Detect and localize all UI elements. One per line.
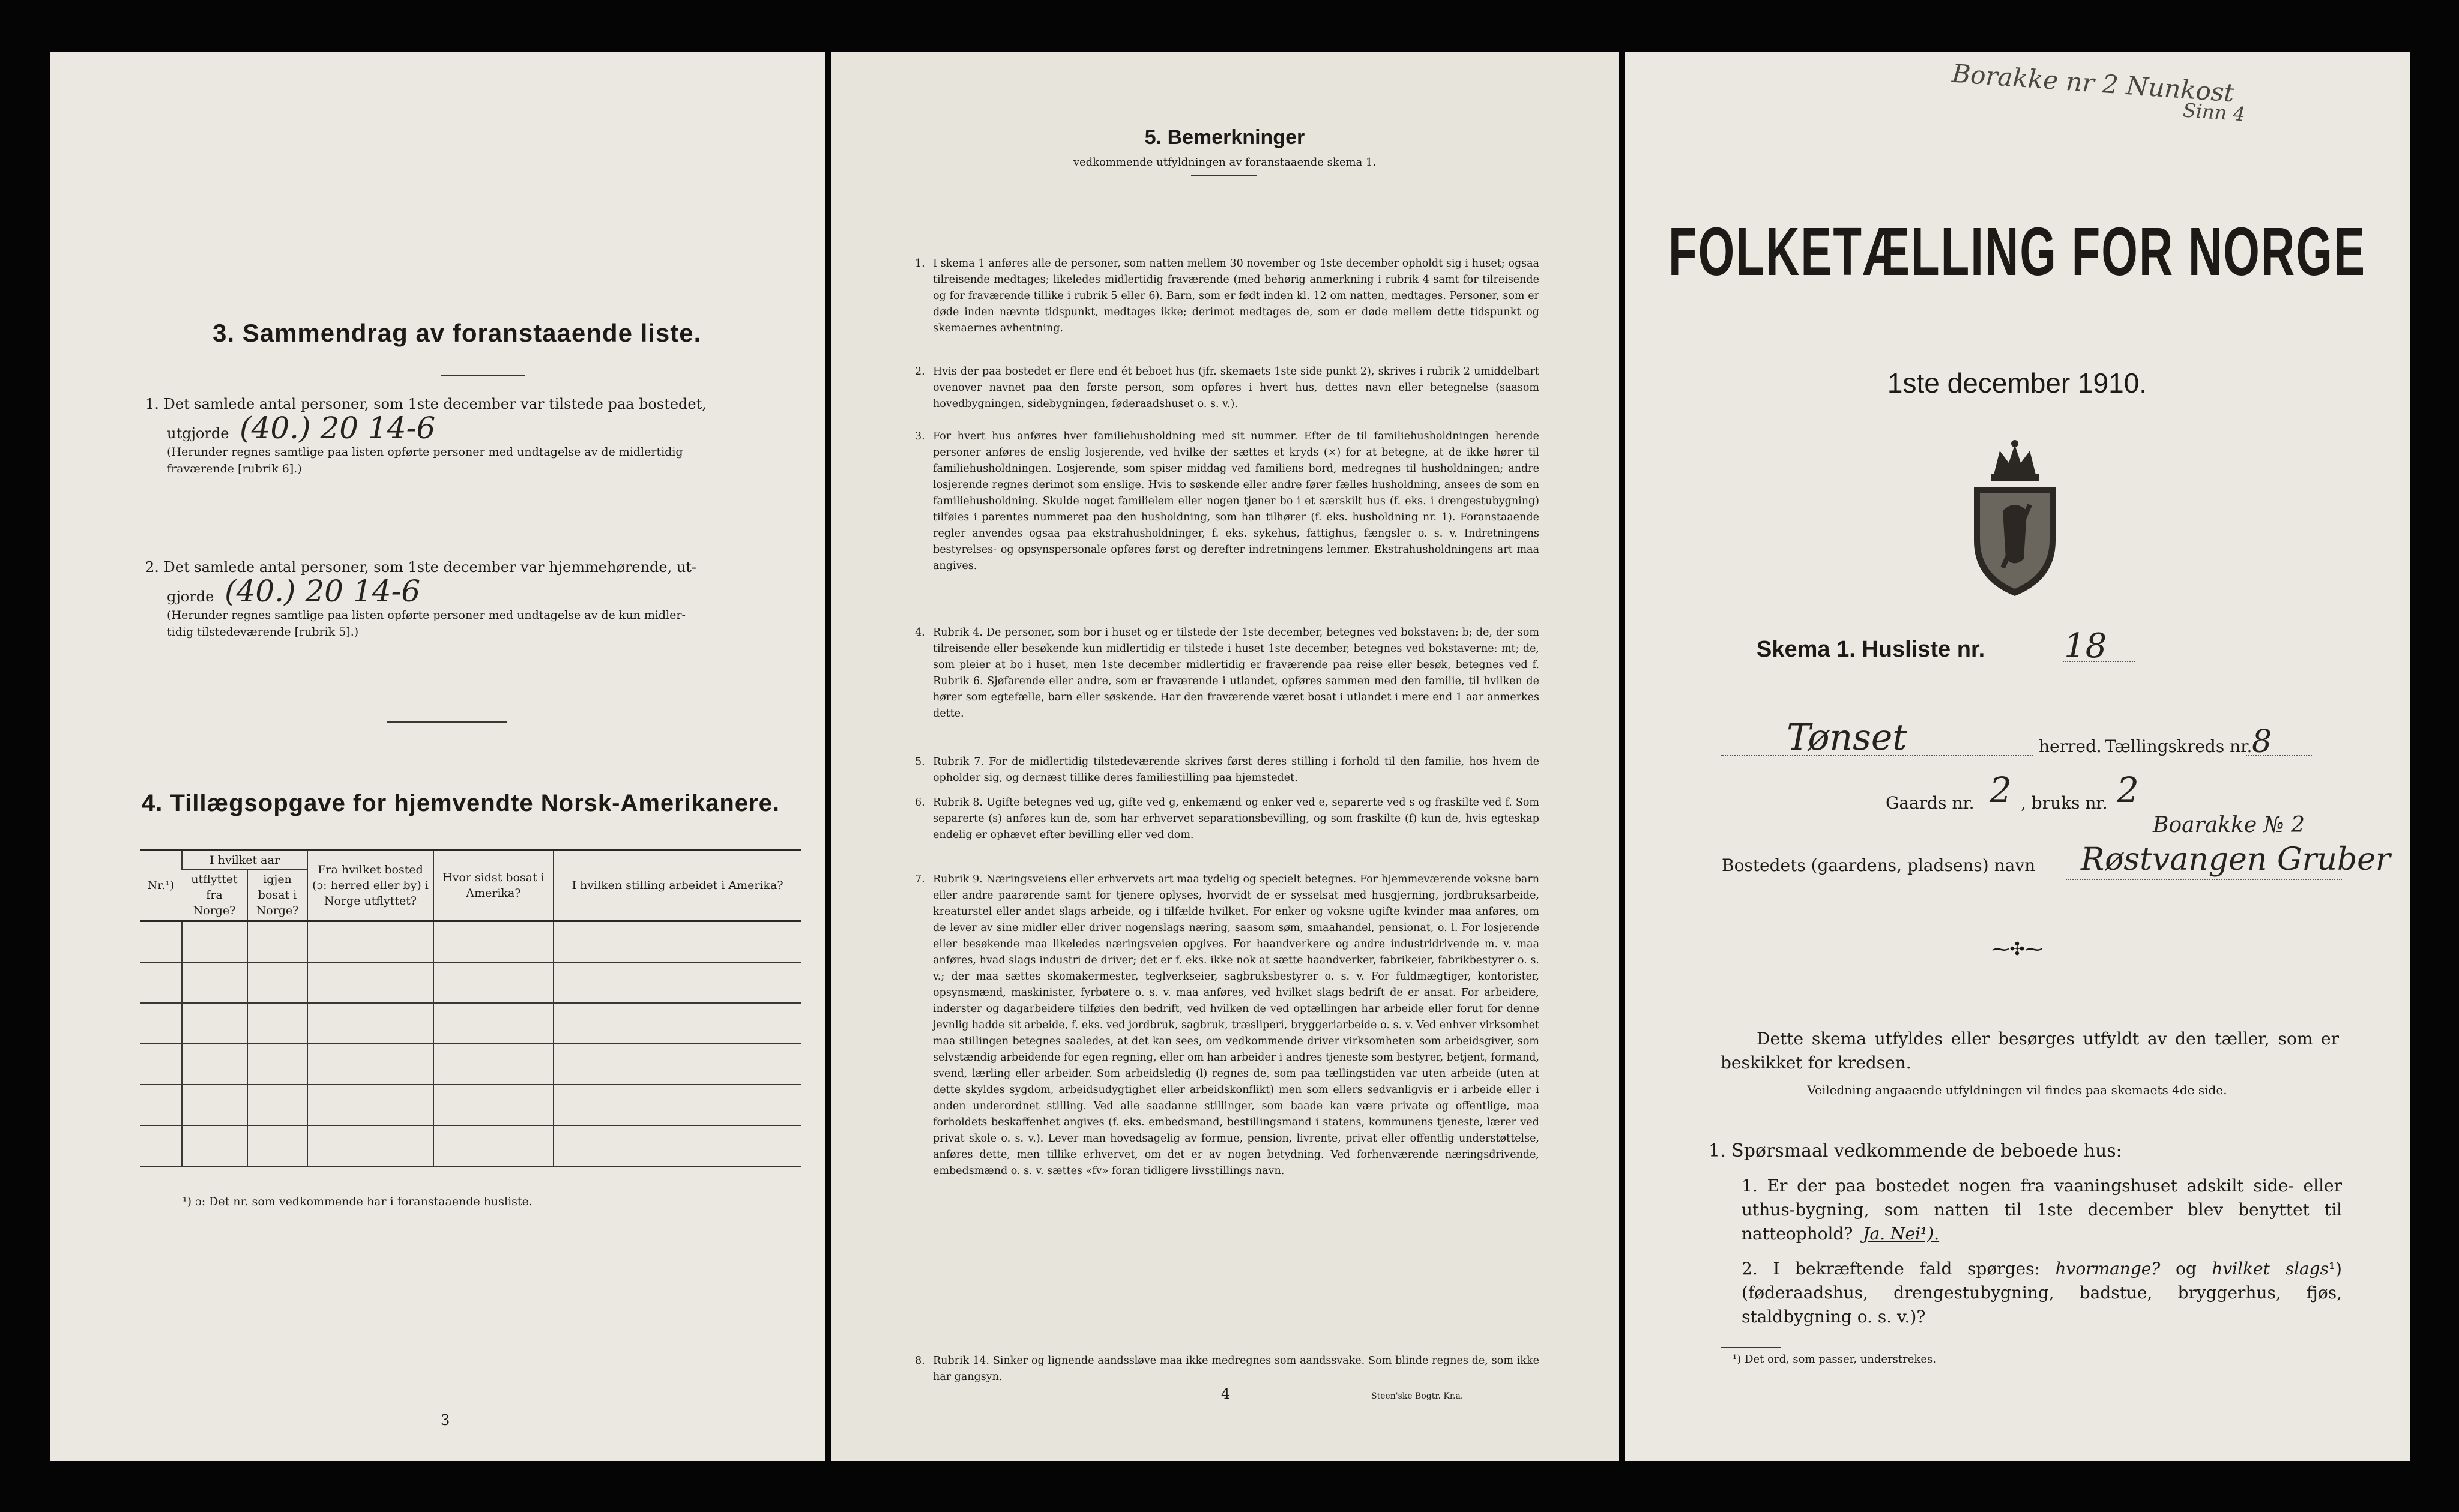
herred-label: herred. bbox=[2039, 736, 2102, 756]
note-item bbox=[915, 872, 1539, 1179]
husliste-line bbox=[2063, 661, 2135, 662]
page-number: 4 bbox=[1221, 1385, 1231, 1402]
note-item bbox=[915, 364, 1539, 412]
summary-item-1 bbox=[145, 394, 794, 477]
kreds-label: Tællingskreds nr. bbox=[2105, 736, 2252, 756]
section3-title: 3. Sammendrag av foranstaaende liste. bbox=[213, 319, 702, 347]
gaards-value: 2 bbox=[1990, 770, 2012, 810]
note-text: Rubrik 7. For de midlertidig tilstedeværende skrives først deres stilling i forhold til den familie, hos hvem de opholder sig, og dernæst tillike deres familiestilling paa hjemstedet. bbox=[933, 756, 1539, 784]
item1-note: (Herunder regnes samtlige paa listen opførte personer med undtagelse av de midlertidig bbox=[167, 445, 683, 459]
kreds-value: 8 bbox=[2252, 724, 2272, 760]
note-item bbox=[915, 625, 1539, 722]
question-2 bbox=[1742, 1257, 2342, 1329]
kreds-line bbox=[2246, 755, 2312, 756]
question-2-hvilket-slags: hvilket slags bbox=[2212, 1259, 2329, 1279]
col-nr: Nr.¹) bbox=[140, 850, 182, 921]
col-stilling: I hvilken stilling arbeidet i Amerika? bbox=[554, 850, 801, 921]
note-item bbox=[915, 1353, 1539, 1385]
note-number: 4. bbox=[915, 627, 925, 639]
item2-note-b: tidig tilstedeværende [rubrik 5].) bbox=[167, 625, 359, 639]
item2-text: 2. Det samlede antal personer, som 1ste december var hjemmehørende, ut- bbox=[145, 559, 696, 576]
bruks-value: 2 bbox=[2117, 770, 2139, 810]
item2-note: (Herunder regnes samtlige paa listen opførte personer med undtagelse av de kun midler- bbox=[167, 609, 686, 622]
pencil-note: Borakke nr 2 Nunkost bbox=[1951, 58, 2236, 108]
question-2-hvormange: hvormange? bbox=[2055, 1259, 2161, 1279]
veiledning: Veiledning angaaende utfyldningen vil findes paa skemaets 4de side. bbox=[1807, 1083, 2227, 1097]
note-text: Rubrik 9. Næringsveiens eller erhvervets art maa tydelig og specielt betegnes. For hjemmeværende voksne barn eller andre paarørende samt for tjenere oplyses, hvorvidt de er sysselsat med husgjerning, jordbruksarbeide, kreaturstel eller andet slags arbeide, og i tilfælde hvilket. For enker og voksne ugifte kvinder maa anføres, om de lever av sine midler eller driver nogenslags næring, saasom søm, smaahandel, pensionat, o. l. For losjerende eller besøkende maa likeledes næringsveien opgives. For haandverkere og andre industridrivende m. v. maa anføres, hvad slags industri de driver; det er f. eks. ikke nok at sætte haandverker, fabrikeier, fabrikbestyrer o. s. v.; der maa sættes skomakermester, teglverkseier, sagbruksbestyrer o. s. v. For fuldmægtiger, kontorister, opsynsmænd, maskinister, fyrbøtere o. s. v. maa anføres, ved hvilket slags bedrift de er ansat. For arbeidere, inderster og dagarbeidere tilføies den bedrift, ved hvilken de ved optællingen har arbeide eller forut for denne jevnlig hadde sit arbeide, f. eks. ved jordbruk, sagbruk, træsliperi, bryggeriarbeide o. s. v. Ved enhver virksomhet maa stillingen betegnes saaledes, at det kan sees, om vedkommende driver virksomheten som arbeidsgiver, som selvstændig arbeidende for egen regning, eller om han arbeider i andres tjeneste som bestyrer, betjent, formand, svend, lærling eller arbeider. Som arbeidsledig (l) regnes de, som paa tællingstiden var uten arbeide (uten at dette skyldes sygdom, arbeidsudygtighet eller arbeidskonflikt) men som ellers sedvanligvis er i arbeide eller i anden underordnet stilling. Ved alle saadanne stillinger, som baade kan være private og offentlige, maa forholdets beskaffenhet angives (f. eks. embedsmand, bestillingsmand i statens, kommunens tjeneste, lærer ved privat skole o. s. v.). Lever man hovedsagelig av formue, pension, livrente, privat eller offentlig understøttelse, anføres dette, men tillike erhvervet, om det er av nogen betydning. Ved forhenværende næringsdrivende, embedsmænd o. s. v. sættes «fv» foran tidligere livsstillings navn. bbox=[933, 873, 1539, 1177]
skema-label: Skema 1. Husliste nr. bbox=[1757, 637, 1985, 662]
note-item bbox=[915, 256, 1539, 337]
page-number: 3 bbox=[441, 1412, 450, 1429]
footnote-rule bbox=[1721, 1347, 1781, 1348]
bosted-value-line1: Boarakke № 2 bbox=[2153, 813, 2305, 837]
col-utflyttet: utflyttet fra Norge? bbox=[191, 873, 238, 917]
table-footnote: ¹) ɔ: Det nr. som vedkommende har i foranstaaende husliste. bbox=[183, 1195, 533, 1208]
item1-handwritten-value: (40.) 20 14-6 bbox=[240, 411, 436, 445]
page-footnote: ¹) Det ord, som passer, understrekes. bbox=[1733, 1353, 1936, 1366]
question-1 bbox=[1742, 1174, 2342, 1246]
item2-handwritten-value: (40.) 20 14-6 bbox=[224, 574, 421, 609]
table-row bbox=[140, 1085, 801, 1125]
norwegian-coat-of-arms-icon bbox=[1967, 439, 2063, 601]
note-number: 1. bbox=[915, 258, 925, 270]
col-hvor-sidst: Hvor sidst bosat i Amerika? bbox=[433, 850, 554, 921]
divider bbox=[1191, 175, 1257, 176]
page-cover bbox=[1625, 52, 2410, 1461]
herred-value: Tønset bbox=[1787, 717, 1907, 759]
note-number: 2. bbox=[915, 366, 925, 378]
col-group-aar: I hvilket aar bbox=[182, 850, 307, 870]
divider bbox=[387, 721, 507, 723]
norsk-amerikanere-table bbox=[140, 849, 801, 1167]
note-number: 5. bbox=[915, 756, 925, 768]
bruks-label: , bruks nr. bbox=[2021, 793, 2108, 813]
husliste-nr-value: 18 bbox=[2064, 627, 2107, 666]
table-row bbox=[140, 1044, 801, 1085]
note-text: For hvert hus anføres hver familiehusholdning med sit nummer. Efter de til familiehusholdningen herende personer anføres de enslig losjerende, ved hvilke der sættes et kryds (×) for at betegne, at de ikke hører til familiehusholdningen. Losjerende, som spiser middag ved familiens bord, medregnes til husholdningen; andre losjerende regnes derimot som enslige. Hvis to søskende eller andre fører fælles husholdning, ansees de som en familiehusholdning. Skulde noget familielem eller nogen tjener bo i et særskilt hus (f. eks. i drengestubygning) tilføies i parentes nummeret paa den husholdning, som han tilhører (f. eks. husholdning nr. 1). Foranstaaende regler anvendes ogsaa paa ekstrahusholdninger, f. eks. sykehus, fattighus, fængsler o. s. v. Indretningens bestyrelses- og opsynspersonale opføres først og derefter indretningens lemmer. Ekstrahusholdningens art maa angives. bbox=[933, 430, 1539, 572]
ornament-icon: ⁓✣⁓ bbox=[1991, 939, 2043, 960]
table-row bbox=[140, 962, 801, 1003]
bemerkninger-title: 5. Bemerkninger bbox=[1144, 126, 1305, 149]
section4-title: 4. Tillægsopgave for hjemvendte Norsk-Amerikanere. bbox=[142, 790, 780, 816]
question-2-end: ¹) (føderaadshus, drengestubygning, badstue, bryggerhus, fjøs, staldbygning o. s. v.)? bbox=[1742, 1259, 2342, 1327]
note-text: Rubrik 14. Sinker og lignende aandssløve maa ikke medregnes som aandssvake. Som blinde regnes de, som ikke har gangsyn. bbox=[933, 1355, 1539, 1383]
col-igjen: igjen bosat i Norge? bbox=[247, 870, 307, 921]
bosted-label: Bostedets (gaardens, pladsens) navn bbox=[1722, 855, 2036, 875]
question-2-text: 2. I bekræftende fald spørges: bbox=[1742, 1259, 2040, 1279]
instructions: Dette skema utfyldes eller besørges utfyldt av den tæller, som er beskikket for kredsen. bbox=[1721, 1029, 2339, 1073]
gaards-label: Gaards nr. bbox=[1886, 793, 1975, 813]
bosted-value-line2: Røstvangen Gruber bbox=[2081, 842, 2391, 878]
summary-item-2 bbox=[145, 557, 794, 640]
note-number: 6. bbox=[915, 797, 925, 809]
question-1-text: 1. Er der paa bostedet nogen fra vaaningshuset adskilt side- eller uthus-bygning, som natten til 1ste december blev benyttet til natteophold? bbox=[1742, 1176, 2342, 1244]
table-row bbox=[140, 1125, 801, 1166]
col-fra-hvilket: Fra hvilket bosted (ɔ: herred eller by) i Norge utflyttet? bbox=[307, 850, 433, 921]
note-number: 8. bbox=[915, 1355, 925, 1367]
note-number: 7. bbox=[915, 873, 925, 885]
note-item bbox=[915, 429, 1539, 574]
bosted-line bbox=[2066, 879, 2342, 880]
page-bemerkninger bbox=[831, 52, 1619, 1461]
note-text: Rubrik 4. De personer, som bor i huset og er tilstede der 1ste december, betegnes ved bokstaven: b; de, der som tilreisende eller besøkende kun midlertidig er tilstede i huset 1ste december, betegnes ved bokstaverne: mt; de, som pleier at bo i huset, men 1ste december midlertidig er fraværende paa reise eller besøk, betegnes ved f. Rubrik 6. Sjøfarende eller andre, som er fraværende i utlandet, opføres sammen med den familie, til hvilken de hører som egtefælle, barn eller søskende. Har den fraværende været bosat i utlandet i mere end 1 aar anmerkes dette. bbox=[933, 627, 1539, 720]
item1-text: 1. Det samlede antal personer, som 1ste december var tilstede paa bostedet, bbox=[145, 396, 707, 412]
divider bbox=[441, 375, 525, 376]
item2-prefix: gjorde bbox=[167, 588, 214, 605]
note-number: 3. bbox=[915, 430, 925, 442]
note-text: I skema 1 anføres alle de personer, som natten mellem 30 november og 1ste december opholdt sig i huset; ogsaa tilreisende medtages; likeledes midlertidig fraværende (med behørig anmerkning i rubrik 4 samt for tilreisende og for fraværende tillike i rubrik 5 eller 6). Barn, som er født inden kl. 12 om natten, medtages. Personer, som er døde inden nævnte tidspunkt, medtages ikke; derimot medtages de, som er døde mellem dette tidspunkt og skemaernes avhentning. bbox=[933, 258, 1539, 334]
note-item bbox=[915, 795, 1539, 843]
census-date: 1ste december 1910. bbox=[1887, 367, 2147, 399]
note-text: Rubrik 8. Ugifte betegnes ved ug, gifte ved g, enkemænd og enker ved e, separerte ved s og fraskilte ved f. Som separerte (s) anføres kun de, som har erhvervet separationsbevilling, og som fraskilte (f) kun de, hvis egteskap endelig er ophævet efter bevilling eller ved dom. bbox=[933, 797, 1539, 841]
page-summary bbox=[50, 52, 825, 1461]
census-title: FOLKETÆLLING FOR NORGE bbox=[1668, 212, 2366, 290]
item1-prefix: utgjorde bbox=[167, 425, 229, 442]
printer-mark: Steen'ske Bogtr. Kr.a. bbox=[1371, 1391, 1464, 1401]
pencil-note-2: Sinn 4 bbox=[2182, 98, 2246, 126]
table-row bbox=[140, 921, 801, 962]
question-2-og: og bbox=[2175, 1259, 2197, 1279]
question-1-answer: Ja. Nei¹). bbox=[1863, 1224, 1940, 1244]
note-text: Hvis der paa bostedet er flere end ét beboet hus (jfr. skemaets 1ste side punkt 2), skrives i rubrik 2 umiddelbart ovenover navnet paa den første person, som opføres i hvert hus, dettes navn eller betegnelse (saasom hovedbygningen, sidebygningen, føderaadshuset o. s. v.). bbox=[933, 366, 1539, 410]
note-item bbox=[915, 754, 1539, 786]
item1-note-b: fraværende [rubrik 6].) bbox=[167, 462, 302, 475]
questions-heading: 1. Spørsmaal vedkommende de beboede hus: bbox=[1709, 1140, 2122, 1161]
bemerkninger-subtitle: vedkommende utfyldningen av foranstaaende skema 1. bbox=[1073, 156, 1377, 169]
table-row bbox=[140, 1003, 801, 1044]
